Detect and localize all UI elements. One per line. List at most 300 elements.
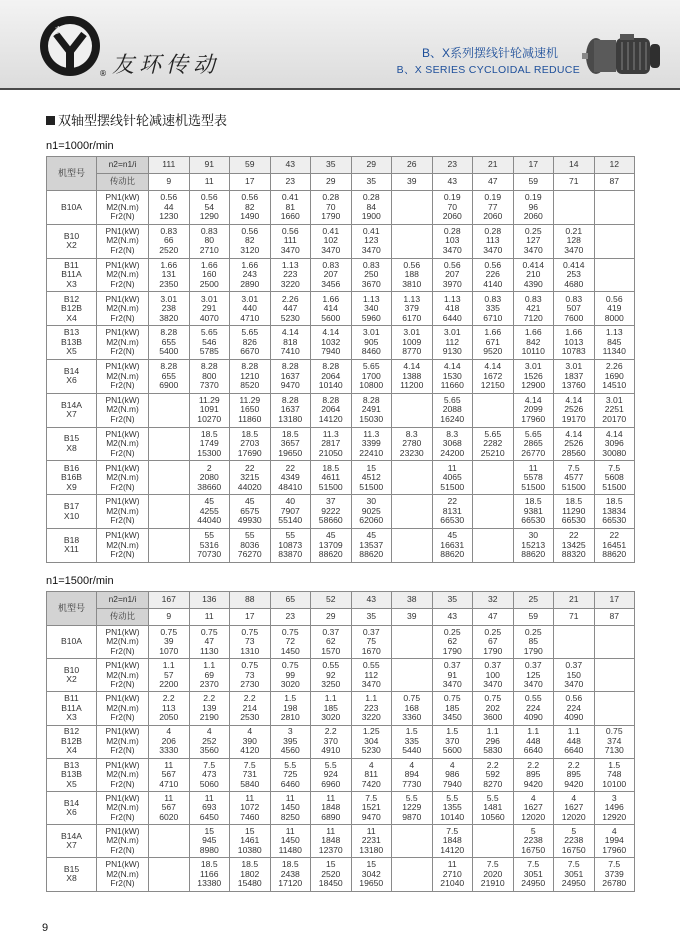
value-line: 1130 — [200, 645, 219, 656]
value-line: 40 — [285, 496, 296, 507]
value-cell — [473, 427, 514, 461]
value-line: 1660 — [280, 211, 300, 222]
value-line: 1490 — [240, 211, 260, 222]
value-line: 214 — [242, 702, 257, 713]
value-line: 924 — [323, 769, 338, 780]
value-line: 1072 — [240, 802, 260, 813]
value-line: 66 — [163, 235, 174, 246]
param-label: PN1(kW) — [105, 462, 140, 473]
value-cell — [432, 528, 473, 562]
value-line: 6960 — [321, 778, 341, 789]
value-line: 3470 — [483, 679, 503, 690]
value-line: 1.66 — [322, 293, 340, 304]
value-cell — [473, 359, 514, 393]
param-label-cell — [97, 292, 149, 326]
value-cell — [270, 725, 311, 758]
value-line: 5060 — [199, 778, 219, 789]
value-cell — [594, 825, 635, 858]
value-line: 238 — [161, 303, 176, 314]
value-line: 4 — [409, 759, 415, 770]
value-cell — [513, 495, 554, 529]
value-line: 12020 — [561, 811, 586, 822]
value-line: 2080 — [199, 472, 219, 483]
value-cell — [311, 427, 352, 461]
value-line: 3470 — [442, 244, 462, 255]
value-line: 51500 — [440, 481, 465, 492]
value-line: 30 — [366, 496, 377, 507]
value-line: 1.1 — [162, 660, 175, 671]
value-line: 2810 — [280, 712, 300, 723]
value-line: 296 — [485, 735, 500, 746]
value-cell — [594, 626, 635, 659]
value-line: 15 — [204, 825, 215, 836]
value-cell — [149, 791, 190, 824]
value-cell — [311, 528, 352, 562]
value-cell — [513, 191, 554, 225]
value-line: 5.65 — [241, 327, 259, 338]
value-cell — [230, 495, 271, 529]
value-cell — [392, 461, 433, 495]
value-line: 1650 — [240, 404, 260, 415]
value-cell — [473, 191, 514, 225]
value-cell — [351, 326, 392, 360]
value-line: 894 — [404, 769, 419, 780]
value-line: 1.13 — [443, 293, 461, 304]
value-line: 1.1 — [203, 660, 216, 671]
value-line: 1013 — [564, 336, 584, 347]
value-line: 3.01 — [362, 327, 380, 338]
value-line: 370 — [445, 735, 460, 746]
value-cell — [351, 858, 392, 891]
value-line: 4.14 — [565, 428, 583, 439]
ratio-cell: 11 — [189, 174, 230, 191]
value-line: 123 — [364, 235, 379, 246]
value-line: 731 — [242, 769, 257, 780]
value-line: 18.5 — [241, 859, 259, 870]
value-line: 1290 — [199, 211, 219, 222]
value-cell — [554, 292, 595, 326]
value-cell — [392, 224, 433, 258]
value-line: 1900 — [361, 211, 381, 222]
value-cell — [189, 427, 230, 461]
value-line: 395 — [283, 735, 298, 746]
value-cell — [230, 758, 271, 791]
value-cell — [311, 191, 352, 225]
ratio-cell: 23 — [270, 609, 311, 626]
value-line: 842 — [526, 336, 541, 347]
value-line: 2099 — [523, 404, 543, 415]
value-cell — [351, 495, 392, 529]
param-label: M2(N.m) — [106, 735, 139, 746]
speed-cell: 91 — [189, 157, 230, 174]
param-label: Fr2(N) — [110, 211, 135, 222]
value-line: 0.414 — [522, 259, 544, 270]
value-line: 2438 — [280, 868, 300, 879]
value-cell — [149, 758, 190, 791]
value-line: 202 — [485, 702, 500, 713]
param-label-cell — [97, 626, 149, 659]
param-label: PN1(kW) — [105, 726, 140, 737]
value-line: 224 — [566, 702, 581, 713]
value-line: 3.01 — [565, 361, 583, 372]
value-line: 2060 — [483, 211, 503, 222]
value-line: 8036 — [240, 539, 260, 550]
value-line: 3739 — [604, 868, 624, 879]
value-line: 19650 — [278, 447, 303, 458]
value-line: 0.75 — [484, 693, 502, 704]
value-line: 0.83 — [565, 293, 583, 304]
value-cell — [189, 461, 230, 495]
value-line: 5230 — [280, 312, 300, 323]
value-line: 945 — [202, 835, 217, 846]
value-cell — [513, 692, 554, 725]
value-line: 1790 — [442, 645, 462, 656]
value-line: 7.5 — [567, 462, 580, 473]
value-line: 800 — [202, 370, 217, 381]
value-line: 0.75 — [605, 726, 623, 737]
value-line: 0.75 — [241, 626, 259, 637]
value-line: 3470 — [361, 679, 381, 690]
value-cell — [230, 292, 271, 326]
value-cell — [189, 292, 230, 326]
value-cell — [351, 825, 392, 858]
param-label: PN1(kW) — [105, 428, 140, 439]
value-line: 2520 — [159, 244, 179, 255]
value-line: 7120 — [523, 312, 543, 323]
value-line: 15213 — [521, 539, 546, 550]
ratio-cell: 39 — [392, 174, 433, 191]
value-line: 70 — [325, 201, 336, 212]
value-line: 55 — [285, 530, 296, 541]
table-row — [47, 758, 635, 791]
param-label: M2(N.m) — [106, 201, 139, 212]
value-line: 2500 — [199, 278, 219, 289]
value-line: 1450 — [280, 645, 300, 656]
brand-logo — [38, 14, 106, 80]
value-cell — [432, 461, 473, 495]
value-cell — [189, 224, 230, 258]
value-line: 13180 — [359, 844, 384, 855]
value-line: 2730 — [240, 679, 260, 690]
value-line: 112 — [445, 336, 460, 347]
value-line: 3051 — [523, 868, 543, 879]
value-line: 4140 — [483, 278, 503, 289]
value-cell — [554, 758, 595, 791]
value-line: 18.5 — [281, 859, 299, 870]
value-line: 3600 — [483, 712, 503, 723]
value-line: 30080 — [602, 447, 627, 458]
value-line: 7.5 — [243, 759, 256, 770]
value-line: 0.75 — [241, 660, 259, 671]
value-line: 2064 — [321, 370, 341, 381]
value-line: 3657 — [280, 438, 300, 449]
value-cell — [432, 326, 473, 360]
value-line: 18.5 — [524, 496, 542, 507]
value-line: 92 — [325, 669, 336, 680]
value-line: 0.83 — [484, 293, 502, 304]
value-cell — [594, 495, 635, 529]
value-line: 1672 — [483, 370, 503, 381]
value-line: 1070 — [159, 645, 179, 656]
value-line: 62 — [447, 636, 458, 647]
value-cell — [189, 495, 230, 529]
table-row — [47, 495, 635, 529]
value-cell — [392, 659, 433, 692]
value-line: 0.25 — [524, 626, 542, 637]
value-line: 11340 — [602, 346, 626, 357]
value-cell — [189, 626, 230, 659]
value-line: 1790 — [523, 645, 543, 656]
value-line: 10800 — [359, 380, 384, 391]
value-cell — [554, 858, 595, 891]
value-line: 473 — [202, 769, 217, 780]
value-line: 8980 — [199, 844, 219, 855]
value-line: 5.5 — [284, 759, 297, 770]
value-line: 0.56 — [605, 293, 623, 304]
value-line: 5 — [530, 825, 536, 836]
value-line: 81 — [285, 201, 296, 212]
value-line: 57 — [163, 669, 174, 680]
value-line: 0.25 — [484, 626, 502, 637]
value-cell — [513, 825, 554, 858]
table-row — [47, 791, 635, 824]
value-line: 7.5 — [446, 825, 459, 836]
value-cell — [594, 258, 635, 292]
value-line: 131 — [161, 269, 176, 280]
param-label: Fr2(N) — [110, 380, 135, 391]
value-line: 1.5 — [446, 726, 459, 737]
value-line: 11 — [164, 759, 174, 770]
table-row — [47, 258, 635, 292]
value-line: 7940 — [321, 346, 341, 357]
value-line: 4255 — [199, 505, 219, 516]
value-line: 447 — [283, 303, 298, 314]
value-line: 2491 — [361, 404, 381, 415]
value-line: 77 — [487, 201, 498, 212]
speed-header: n2=n1/i — [97, 157, 149, 174]
value-line: 51500 — [602, 481, 627, 492]
value-line: 2710 — [442, 868, 462, 879]
value-cell — [270, 191, 311, 225]
value-line: 1.13 — [403, 293, 421, 304]
value-line: 7130 — [604, 745, 624, 756]
value-line: 826 — [242, 336, 257, 347]
value-line: 1994 — [604, 835, 624, 846]
param-label-cell — [97, 858, 149, 891]
value-line: 4.14 — [605, 428, 623, 439]
ratio-header: 传动比 — [97, 609, 149, 626]
value-line: 1.66 — [524, 327, 542, 338]
value-cell — [351, 191, 392, 225]
value-line: 11860 — [238, 413, 262, 424]
param-label: PN1(kW) — [105, 693, 140, 704]
speed-cell: 17 — [594, 592, 635, 609]
value-cell — [351, 659, 392, 692]
value-line: 66530 — [521, 515, 546, 526]
value-cell — [554, 224, 595, 258]
value-line: 88620 — [318, 549, 343, 560]
value-line: 28560 — [561, 447, 586, 458]
value-line: 6640 — [523, 745, 543, 756]
table-row — [47, 825, 635, 858]
ratio-cell: 35 — [351, 174, 392, 191]
value-line: 0.37 — [565, 660, 583, 671]
value-line: 6170 — [402, 312, 422, 323]
value-line: 2.2 — [324, 726, 337, 737]
value-line: 3220 — [280, 278, 300, 289]
value-line: 99 — [285, 669, 296, 680]
param-label: Fr2(N) — [110, 312, 135, 323]
value-line: 374 — [607, 735, 622, 746]
value-line: 0.56 — [160, 192, 178, 203]
value-line: 4065 — [442, 472, 462, 483]
value-line: 17690 — [237, 447, 262, 458]
value-line: 725 — [283, 769, 298, 780]
param-label: Fr2(N) — [110, 278, 135, 289]
value-cell — [473, 258, 514, 292]
value-cell — [392, 791, 433, 824]
value-cell — [473, 626, 514, 659]
value-cell — [189, 659, 230, 692]
value-line: 1.1 — [324, 693, 337, 704]
value-cell — [189, 758, 230, 791]
value-line: 8.28 — [281, 361, 299, 372]
value-cell — [270, 758, 311, 791]
value-line: 44040 — [197, 515, 222, 526]
param-label: M2(N.m) — [106, 769, 139, 780]
speed-cell: 65 — [270, 592, 311, 609]
value-cell — [594, 427, 635, 461]
value-line: 51500 — [521, 481, 546, 492]
param-label: PN1(kW) — [105, 759, 140, 770]
value-line: 15480 — [237, 878, 262, 889]
value-line: 2.2 — [527, 759, 540, 770]
value-line: 72 — [285, 636, 296, 647]
param-label: PN1(kW) — [105, 394, 140, 405]
model-cell: B10A — [47, 626, 97, 659]
value-line: 1848 — [321, 802, 341, 813]
param-label: PN1(kW) — [105, 327, 140, 338]
value-cell — [311, 791, 352, 824]
speed-cell: 23 — [432, 157, 473, 174]
speed-cell: 25 — [513, 592, 554, 609]
value-line: 11 — [447, 462, 457, 473]
model-cell: B12 B12B X4 — [47, 725, 97, 758]
value-line: 112 — [364, 669, 379, 680]
value-line: 13834 — [602, 505, 627, 516]
speed-cell: 52 — [311, 592, 352, 609]
value-cell — [270, 659, 311, 692]
value-cell — [554, 359, 595, 393]
value-line: 1749 — [199, 438, 219, 449]
value-line: 1.66 — [160, 259, 178, 270]
value-cell — [513, 528, 554, 562]
value-line: 9870 — [402, 811, 422, 822]
value-line: 986 — [445, 769, 460, 780]
ratio-cell: 43 — [432, 609, 473, 626]
value-line: 7.5 — [608, 859, 621, 870]
value-line: 1355 — [442, 802, 462, 813]
value-cell — [311, 725, 352, 758]
param-label: PN1(kW) — [105, 225, 140, 236]
value-line: 88620 — [440, 549, 465, 560]
value-line: 210 — [526, 269, 541, 280]
value-line: 4710 — [159, 778, 179, 789]
value-line: 9470 — [280, 380, 300, 391]
param-label: M2(N.m) — [106, 835, 139, 846]
value-line: 3220 — [361, 712, 381, 723]
value-cell — [230, 461, 271, 495]
value-line: 12150 — [480, 380, 505, 391]
value-line: 4577 — [564, 472, 584, 483]
value-line: 44 — [163, 201, 174, 212]
value-cell — [351, 692, 392, 725]
value-cell — [392, 825, 433, 858]
value-line: 0.56 — [565, 693, 583, 704]
value-line: 2.2 — [203, 693, 216, 704]
value-cell — [513, 659, 554, 692]
value-line: 1.66 — [565, 327, 583, 338]
value-line: 4680 — [564, 278, 584, 289]
value-line: 45 — [325, 530, 336, 541]
value-line: 0.21 — [565, 225, 583, 236]
speed-cell: 17 — [513, 157, 554, 174]
value-line: 1210 — [240, 370, 260, 381]
value-line: 0.37 — [362, 626, 380, 637]
value-line: 8.28 — [241, 361, 259, 372]
value-line: 14510 — [602, 380, 627, 391]
value-line: 243 — [242, 269, 257, 280]
value-cell — [189, 791, 230, 824]
value-line: 1496 — [604, 802, 624, 813]
value-line: 10560 — [480, 811, 505, 822]
value-cell — [432, 791, 473, 824]
value-line: 291 — [202, 303, 217, 314]
value-line: 2238 — [523, 835, 543, 846]
value-line: 2060 — [442, 211, 462, 222]
value-cell — [230, 692, 271, 725]
value-line: 1009 — [402, 336, 422, 347]
value-cell — [594, 326, 635, 360]
value-cell — [189, 858, 230, 891]
value-line: 11 — [447, 859, 457, 870]
value-line: 22 — [568, 530, 579, 541]
value-cell — [311, 626, 352, 659]
value-line: 139 — [202, 702, 217, 713]
bullet-square-icon — [46, 116, 55, 125]
ratio-cell: 59 — [513, 174, 554, 191]
value-line: 10100 — [602, 778, 627, 789]
param-label: Fr2(N) — [110, 244, 135, 255]
value-line: 340 — [364, 303, 379, 314]
value-line: 4070 — [199, 312, 219, 323]
value-line: 15 — [325, 859, 336, 870]
value-line: 6020 — [159, 811, 179, 822]
value-line: 3.01 — [241, 293, 259, 304]
value-line: 3 — [611, 792, 617, 803]
param-label: Fr2(N) — [110, 712, 135, 723]
subtitle-en: B、X SERIES CYCLOIDAL REDUCE — [396, 64, 580, 76]
value-line: 19650 — [359, 878, 384, 889]
value-line: 1690 — [604, 370, 624, 381]
value-line: 4.14 — [524, 394, 542, 405]
value-line: 11 — [285, 825, 295, 836]
value-line: 91 — [447, 669, 458, 680]
value-line: 0.28 — [443, 225, 461, 236]
value-line: 1700 — [361, 370, 381, 381]
value-line: 7.5 — [608, 462, 621, 473]
param-label-cell — [97, 528, 149, 562]
